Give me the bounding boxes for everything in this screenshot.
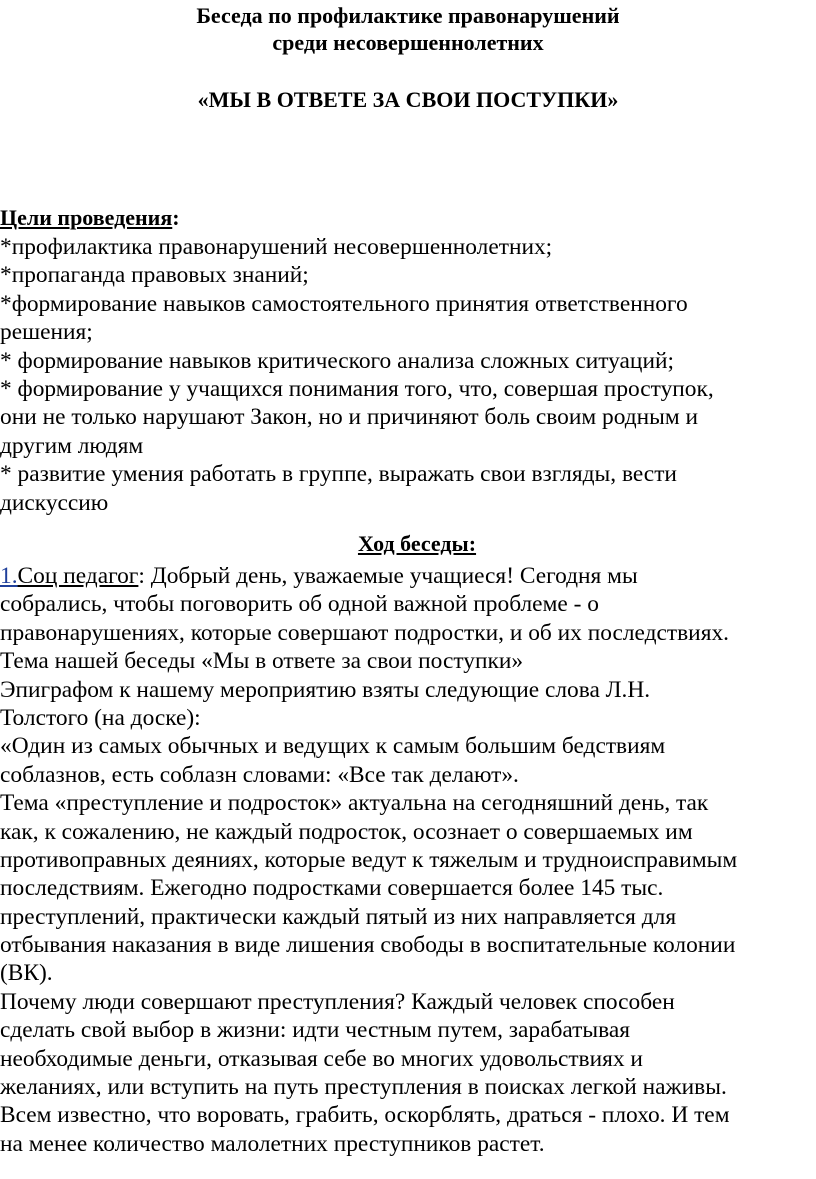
talk-line: Тема нашей беседы «Мы в ответе за свои поступки» — [0, 648, 524, 675]
speaker-number: 1. — [0, 563, 18, 589]
goals-line: *формирование навыков самостоятельного принятия ответственного — [0, 290, 688, 317]
talk-line: последствиям. Ежегодно подростками совершается более 145 тыс. — [0, 875, 664, 902]
talk-first-line-rest: : Добрый день, уважаемые учащиеся! Сегодня мы — [138, 563, 638, 589]
goals-list — [0, 233, 816, 517]
talk-line: (ВК). — [0, 960, 53, 987]
talk-line: как, к сожалению, не каждый подросток, осознает о совершаемых им — [0, 818, 693, 845]
talk-line: Эпиграфом к нашему мероприятию взяты следующие слова Л.Н. — [0, 676, 651, 703]
goals-heading-text: Цели проведения — [0, 205, 173, 230]
talk-first-line — [0, 562, 816, 590]
talk-line: желаниях, или вступить на путь преступления в поисках легкой наживы. — [0, 1074, 727, 1101]
talk-line: противоправных деяниях, которые ведут к тяжелым и трудноисправимым — [0, 846, 738, 873]
goals-line: * развитие умения работать в группе, выражать свои взгляды, вести — [0, 461, 677, 488]
document-motto: «МЫ В ОТВЕТЕ ЗА СВОИ ПОСТУПКИ» — [197, 87, 619, 112]
goals-line: другим людям — [0, 432, 144, 459]
talk-line: на менее количество малолетних преступников растет. — [0, 1130, 545, 1157]
talk-line: необходимые деньги, отказывая себе во многих удовольствиях и — [0, 1045, 643, 1072]
goals-line: *пропаганда правовых знаний; — [0, 262, 309, 289]
goals-heading — [0, 204, 180, 232]
talk-line: правонарушениях, которые совершают подростки, и об их последствиях. — [0, 619, 729, 646]
speaker-name: Соц педагог — [17, 563, 139, 589]
course-heading — [0, 530, 816, 558]
talk-line: Толстого (на доске): — [0, 704, 201, 731]
talk-line: сделать свой выбор в жизни: идти честным путем, зарабатывая — [0, 1017, 630, 1044]
talk-text — [0, 562, 816, 1158]
goals-heading-colon: : — [172, 205, 180, 230]
goals-line: решения; — [0, 319, 93, 346]
talk-line: Почему люди совершают преступления? Каждый человек способен — [0, 988, 675, 1015]
document-title-line-2: среди несовершеннолетних — [272, 30, 544, 55]
goals-line: они не только нарушают Закон, но и причиняют боль своим родным и — [0, 404, 699, 431]
talk-line: собрались, чтобы поговорить об одной важной проблеме - о — [0, 591, 599, 618]
talk-line: Всем известно, что воровать, грабить, оскорблять, драться - плохо. И тем — [0, 1102, 730, 1129]
talk-line: соблазнов, есть соблазн словами: «Все так делают». — [0, 761, 519, 788]
goals-line: дискуссию — [0, 489, 109, 516]
goals-line: * формирование навыков критического анализа сложных ситуаций; — [0, 347, 674, 374]
talk-line: преступлений, практически каждый пятый из них направляется для — [0, 903, 677, 930]
document-title-line-1: Беседа по профилактике правонарушений — [196, 3, 620, 28]
goals-line: *профилактика правонарушений несовершеннолетних; — [0, 234, 553, 260]
talk-line: «Один из самых обычных и ведущих к самым большим бедствиям — [0, 733, 666, 760]
talk-line: Тема «преступление и подросток» актуальна на сегодняшний день, так — [0, 790, 709, 817]
goals-line: * формирование у учащихся понимания того, что, совершая проступок, — [0, 375, 714, 402]
course-heading-text: Ход беседы: — [357, 531, 477, 556]
talk-line: отбывания наказания в виде лишения свободы в воспитательные колонии — [0, 932, 736, 959]
